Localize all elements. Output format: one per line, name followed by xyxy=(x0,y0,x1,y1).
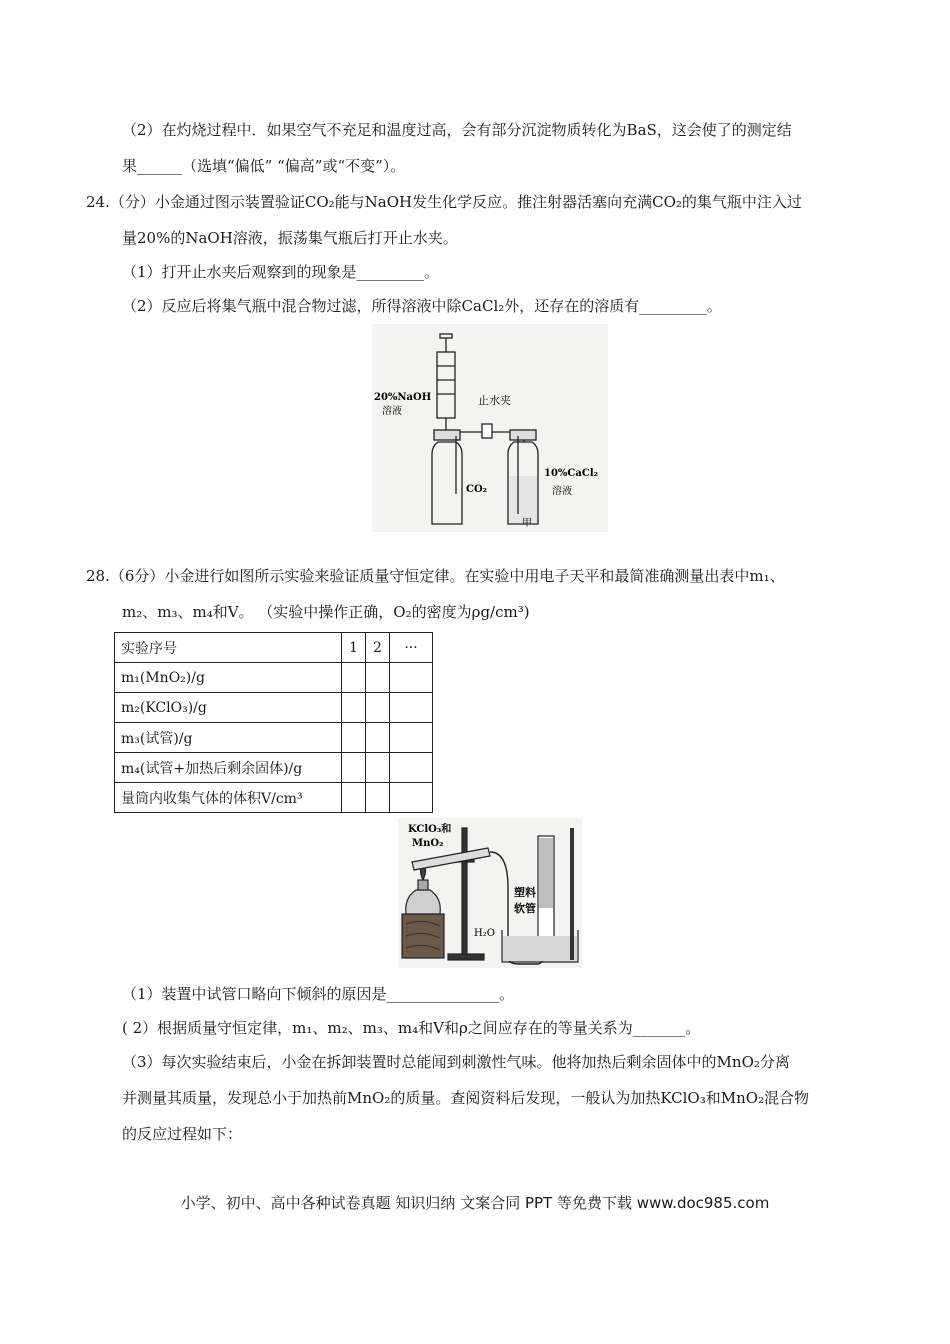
table-row xyxy=(115,753,433,783)
table-cell xyxy=(366,663,390,693)
table-cell xyxy=(366,723,390,753)
table-row-label: m₁(MnO₂)/g xyxy=(115,663,342,693)
table-row xyxy=(115,693,433,723)
table-cell xyxy=(390,693,433,723)
table-row-label: m₄(试管+加热后剩余固体)/g xyxy=(115,753,342,783)
fig28-label-reagent-2: MnO₂ xyxy=(412,838,444,849)
table-row-label: m₂(KClO₃)/g xyxy=(115,693,342,723)
q28-stem-line2: m₂、m₃、m₄和V。 （实验中操作正确，O₂的密度为ρg/cm³) xyxy=(122,603,530,621)
kclo3-heating-apparatus-figure xyxy=(398,818,582,968)
footer-text: 小学、初中、高中各种试卷真题 知识归纳 文案合同 PPT 等免费下载 www.doc985.com xyxy=(180,1194,770,1212)
q28-subquestion-3-line1: （3）每次实验结束后，小金在拆卸装置时总能闻到刺激性气味。他将加热后剩余固体中的MnO₂分离 xyxy=(122,1053,790,1071)
fig28-label-reagent-1: KClO₃和 xyxy=(408,824,452,835)
q28-subquestion-3-line3: 的反应过程如下： xyxy=(122,1125,243,1143)
table-cell xyxy=(342,783,366,813)
q24-stem-line1: 24.（分）小金通过图示装置验证CO₂能与NaOH发生化学反应。推注射器活塞向充满CO₂的集气瓶中注入过 xyxy=(86,193,802,211)
fig24-label-clamp: 止水夹 xyxy=(478,394,511,407)
table-cell xyxy=(342,723,366,753)
wooden-block-icon xyxy=(402,914,444,958)
table-cell xyxy=(366,753,390,783)
table-cell xyxy=(342,693,366,723)
table-header-cell: ··· xyxy=(390,633,433,663)
q28-subquestion-3-line2: 并测量其质量，发现总小于加热前MnO₂的质量。查阅资料后发现，一般认为加热KClO₃和MnO₂混合物 xyxy=(122,1089,810,1107)
q23-part2-line1: （2）在灼烧过程中．如果空气不充足和温度过高，会有部分沉淀物质转化为BaS，这会使了的测定结 xyxy=(122,121,792,139)
experiment-data-table xyxy=(114,632,433,813)
table-row xyxy=(115,663,433,693)
table-row xyxy=(115,723,433,753)
table-cell xyxy=(390,723,433,753)
table-row-label: 量筒内收集气体的体积V/cm³ xyxy=(115,783,342,813)
q23-part2-line2: 果______（选填“偏低” “偏高”或“不变”）。 xyxy=(122,157,406,175)
co2-naoh-apparatus-figure xyxy=(372,324,608,532)
table-cell xyxy=(366,783,390,813)
q24-stem-line2: 量20%的NaOH溶液，振荡集气瓶后打开止水夹。 xyxy=(122,229,458,247)
q24-subquestion-2: （2）反应后将集气瓶中混合物过滤，所得溶液中除CaCl₂外，还存在的溶质有_________。 xyxy=(122,297,722,315)
fig24-label-co2: CO₂ xyxy=(466,484,488,495)
graduated-cylinder-icon xyxy=(538,836,554,948)
table-header-cell: 实验序号 xyxy=(115,633,342,663)
fig24-label-cacl2-2: 溶液 xyxy=(552,486,572,497)
table-header-cell: 2 xyxy=(366,633,390,663)
fig28-label-tube-1: 塑料 xyxy=(514,886,536,899)
fig24-label-naoh-1: 20%NaOH xyxy=(374,392,432,403)
fig24-label-cacl2-1: 10%CaCl₂ xyxy=(544,468,598,479)
fig24-label-caption: 甲 xyxy=(522,518,532,529)
q28-subquestion-2: ( 2）根据质量守恒定律，m₁、m₂、m₃、m₄和V和ρ之间应存在的等量关系为_______。 xyxy=(122,1019,701,1037)
q28-stem-line1: 28.（6分）小金进行如图所示实验来验证质量守恒定律。在实验中用电子天平和最简准确测量出表中m₁、 xyxy=(86,567,785,585)
table-cell xyxy=(366,693,390,723)
clamp-stand-icon xyxy=(570,828,574,960)
fig28-label-tube-2: 软管 xyxy=(514,902,536,915)
table-row-label: m₃(试管)/g xyxy=(115,723,342,753)
table-cell xyxy=(390,663,433,693)
table-header-cell: 1 xyxy=(342,633,366,663)
table-cell xyxy=(390,783,433,813)
q24-subquestion-1: （1）打开止水夹后观察到的现象是_________。 xyxy=(122,263,440,281)
table-cell xyxy=(342,663,366,693)
table-cell xyxy=(390,753,433,783)
table-row xyxy=(115,783,433,813)
table-header-row xyxy=(115,633,433,663)
fig24-label-naoh-2: 溶液 xyxy=(382,406,402,417)
fig28-label-water: H₂O xyxy=(474,928,495,939)
table-cell xyxy=(342,753,366,783)
q28-subquestion-1: （1）装置中试管口略向下倾斜的原因是_______________。 xyxy=(122,985,515,1003)
